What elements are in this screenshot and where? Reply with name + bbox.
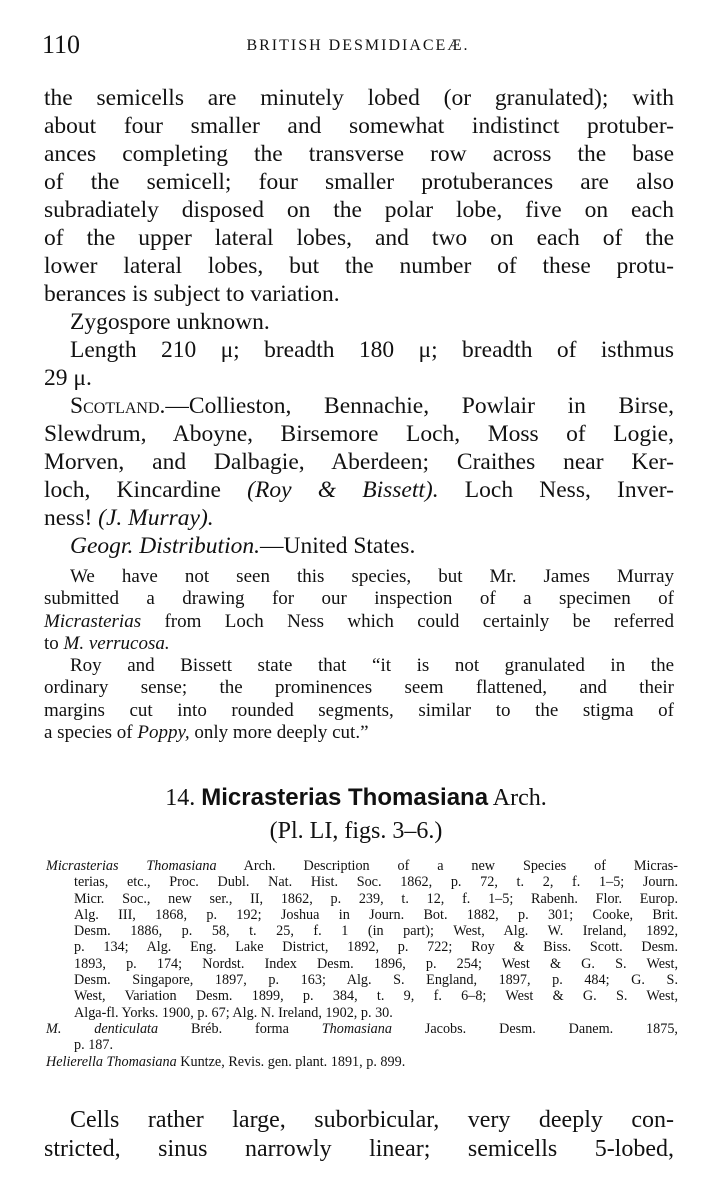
synonymy-line: Helierella Thomasiana Kuntze, Revis. gen. plant. 1891, p. 899.: [46, 1053, 406, 1070]
localities-line: Morven, and Dalbagie, Aberdeen; Craithes near Ker-: [44, 449, 674, 475]
page-number: 110: [42, 30, 81, 59]
remarks-line: We have not seen this species, but Mr. James Murray: [70, 566, 674, 587]
measurements-line: 29 μ.: [44, 365, 92, 391]
species-author: Arch.: [492, 785, 547, 811]
measurements-line: Length 210 μ; breadth 180 μ; breadth of isthmus: [70, 337, 674, 363]
synonymy-line: Micrasterias Thomasiana Arch. Description of a new Species of Micras-: [46, 858, 678, 874]
species-heading: [0, 784, 712, 812]
species-name: M. verrucosa.: [63, 632, 170, 654]
description-line: about four smaller and somewhat indistinct protuber-: [44, 113, 674, 139]
remarks-line: to M. verrucosa.: [44, 632, 170, 654]
remarks-line: Roy and Bissett state that “it is not granulated in the: [70, 655, 674, 677]
remarks: [44, 566, 674, 744]
plant-name: Poppy,: [137, 722, 190, 744]
remarks-line: margins cut into rounded segments, similar to the stigma of: [44, 699, 674, 721]
synonymy-line: Desm. 1886, p. 58, t. 25, f. 1 (in part); West, Alg. W. Ireland, 1892,: [74, 923, 678, 940]
species-name: Micrasterias Thomasiana: [201, 784, 489, 811]
collector-citation: (Roy & Bissett).: [247, 477, 439, 503]
distribution-label: Geogr. Distribution.: [70, 533, 260, 559]
remarks-line: Micrasterias from Loch Ness which could certainly be referred: [44, 610, 674, 632]
species-description: [44, 84, 674, 560]
localities-line: loch, Kincardine (Roy & Bissett). Loch Ness, Inver-: [44, 477, 674, 503]
plate-reference: (Pl. LI, figs. 3–6.): [269, 818, 443, 844]
description-line: ances completing the transverse row across the base: [44, 141, 674, 167]
localities-label: Scotland.: [70, 393, 166, 419]
synonymy-line: 1893, p. 174; Nordst. Index Desm. 1896, p. 254; West & G. S. West,: [74, 955, 678, 972]
synonym-name: M. denticulata: [46, 1020, 159, 1037]
synonymy-line: Alga-fl. Yorks. 1900, p. 67; Alg. N. Ireland, 1902, p. 30.: [74, 1004, 393, 1021]
synonymy-line: p. 134; Alg. Eng. Lake District, 1892, p. 722; Roy & Biss. Scott. Desm.: [74, 939, 678, 956]
synonymy-line: M. denticulata Bréb. forma Thomasiana Jacobs. Desm. Danem. 1875,: [46, 1020, 678, 1037]
zygospore-note: Zygospore unknown.: [70, 309, 270, 335]
form-name: Thomasiana: [321, 1020, 392, 1037]
synonym-name: Micrasterias Thomasiana: [46, 858, 217, 874]
synonymy: [46, 858, 678, 1070]
running-title: BRITISH DESMIDIACEÆ.: [246, 37, 470, 54]
remarks-line: ordinary sense; the prominences seem flattened, and their: [44, 677, 674, 699]
description-line: of the upper lateral lobes, and two on each of the: [44, 225, 674, 251]
diagnosis-line: stricted, sinus narrowly linear; semicells 5-lobed,: [44, 1136, 674, 1162]
synonymy-line: p. 187.: [74, 1037, 114, 1054]
localities-line: Slewdrum, Aboyne, Birsemore Loch, Moss of Logie,: [44, 421, 674, 447]
distribution-line: Geogr. Distribution.—United States.: [70, 533, 416, 559]
description-line: lower lateral lobes, but the number of these protu-: [44, 253, 674, 279]
page-header: [42, 30, 674, 62]
remarks-line: submitted a drawing for our inspection of a specimen of: [44, 588, 674, 610]
description-line: the semicells are minutely lobed (or granulated); with: [44, 85, 674, 111]
localities-line: Scotland.—Collieston, Bennachie, Powlair in Birse,: [70, 393, 674, 419]
genus-name: Micrasterias: [44, 610, 142, 632]
synonymy-line: Alg. III, 1868, p. 192; Joshua in Journ. Bot. 1882, p. 301; Cooke, Brit.: [74, 906, 678, 923]
synonym-name: Helierella Thomasiana: [46, 1053, 177, 1070]
description-line: berances is subject to variation.: [44, 281, 340, 307]
description-line: of the semicell; four smaller protuberances are also: [44, 169, 674, 195]
description-line: subradiately disposed on the polar lobe, five on each: [44, 197, 674, 223]
collector-citation: (J. Murray).: [98, 505, 214, 531]
synonymy-line: Desm. Singapore, 1897, p. 163; Alg. S. England, 1897, p. 484; G. S.: [74, 972, 678, 989]
diagnosis: [44, 1106, 674, 1164]
localities-line: ness! (J. Murray).: [44, 505, 214, 531]
synonymy-line: terias, etc., Proc. Dubl. Nat. Hist. Soc. 1862, p. 72, t. 2, f. 1–5; Journ.: [74, 874, 678, 891]
synonymy-line: Micr. Soc., new ser., II, 1862, p. 239, t. 12, f. 1–5; Rabenh. Flor. Europ.: [74, 890, 678, 907]
diagnosis-line: Cells rather large, suborbicular, very deeply con-: [70, 1107, 674, 1133]
synonymy-line: West, Variation Desm. 1899, p. 384, t. 9, f. 6–8; West & G. S. West,: [74, 988, 678, 1005]
species-number: 14.: [165, 785, 196, 811]
remarks-line: a species of Poppy, only more deeply cut.”: [44, 722, 369, 744]
